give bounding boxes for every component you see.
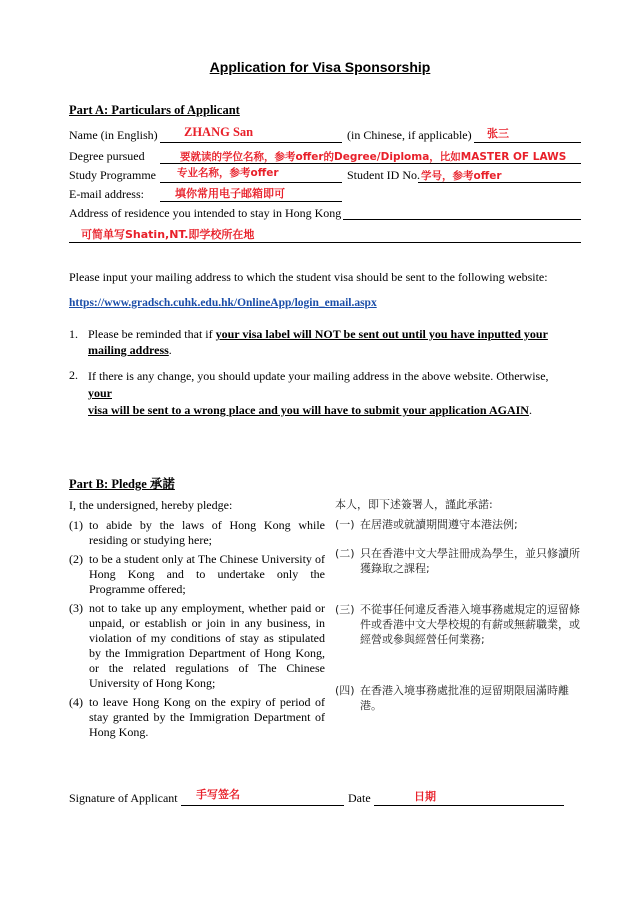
pledge-en-item <box>69 552 325 597</box>
address-line-1 <box>343 219 581 220</box>
programme-field-line <box>160 182 342 183</box>
date-value[interactable]: 日期 <box>414 790 436 803</box>
pledge-zh-num: (一) <box>335 518 355 531</box>
programme-label: Study Programme <box>69 168 156 182</box>
part-a-heading: Part A: Particulars of Applicant <box>69 103 240 117</box>
student-id-value[interactable]: 学号，参考offer <box>421 170 502 182</box>
pledge-zh-item-1 <box>335 517 580 532</box>
email-value[interactable]: 填你常用电子邮箱即可 <box>175 187 285 200</box>
signature-line <box>181 805 344 806</box>
pledge-zh-num: (四) <box>335 684 355 697</box>
note-2-emphasis: visa will be sent to a wrong place and you will have to submit your application AGAIN <box>88 403 529 417</box>
chinese-name-value[interactable]: 张三 <box>487 127 509 140</box>
mailing-url-link[interactable]: https://www.gradsch.cuhk.edu.hk/OnlineApp/login_email.aspx <box>69 297 377 309</box>
note-2-period: . <box>528 403 532 417</box>
pledge-zh-item-2 <box>335 546 580 576</box>
address-value[interactable]: 可简单写Shatin,NT.即学校所在地 <box>81 228 255 241</box>
pledge-en-num: (2) <box>69 552 83 566</box>
pledge-en-num: (1) <box>69 518 83 532</box>
chinese-name-line <box>474 142 581 143</box>
pledge-en-item <box>69 601 325 691</box>
pledge-zh-text: 在居港或就讀期間遵守本港法例; <box>360 518 518 531</box>
pledge-zh-text: 不從事任何違反香港入境事務處規定的逗留條件或香港中文大學校規的有薪或無薪職業，或經營或參與經營任何業務; <box>360 603 580 646</box>
name-field-line <box>160 142 342 143</box>
pledge-english-column <box>69 498 325 740</box>
pledge-en-text: not to take up any employment, whether paid or unpaid, or establish or join in any business, in violation of my conditions of stay as stipulated by the Immigration Department of Hong Kong, or the related regulations of The Chinese University of Hong Kong; <box>89 601 325 690</box>
programme-value[interactable]: 专业名称，参考offer <box>177 167 279 179</box>
note-2-emphasis-start: your <box>88 386 112 400</box>
student-id-label: Student ID No. <box>347 168 420 182</box>
pledge-zh-intro: 本人，即下述簽署人，謹此承諾: <box>335 498 493 511</box>
part-b-heading: Part B: Pledge 承諾 <box>69 477 175 491</box>
pledge-en-num: (4) <box>69 695 83 709</box>
signature-value[interactable]: 手写签名 <box>196 788 240 801</box>
pledge-en-num: (3) <box>69 601 83 615</box>
pledge-en-text: to leave Hong Kong on the expiry of period of stay granted by the Immigration Department of Hong Kong. <box>89 695 325 739</box>
name-value[interactable]: ZHANG San <box>184 125 254 139</box>
note-1-emphasis: your visa label will NOT be sent out until you have inputted your <box>215 327 548 341</box>
pledge-zh-item-3 <box>335 602 580 647</box>
chinese-name-label: (in Chinese, if applicable) <box>347 128 472 142</box>
address-line-2 <box>69 242 581 243</box>
pledge-zh-text: 只在香港中文大學註冊成為學生，並只修讀所獲錄取之課程; <box>360 547 580 575</box>
email-label: E-mail address: <box>69 187 144 201</box>
note-1-number: 1. <box>69 327 78 341</box>
pledge-en-item <box>69 518 325 548</box>
mailing-intro: Please input your mailing address to which the student visa should be sent to the following website: <box>69 270 548 284</box>
note-1-text-a: Please be reminded that if <box>88 327 216 341</box>
note-1-period: . <box>168 342 172 357</box>
signature-label: Signature of Applicant <box>69 791 178 805</box>
email-field-line <box>160 201 342 202</box>
note-2-text-a: If there is any change, you should update your mailing address in the above website. Otherwise, <box>88 369 549 383</box>
name-label: Name (in English) <box>69 128 158 142</box>
address-label: Address of residence you intended to stay in Hong Kong <box>69 206 342 220</box>
pledge-en-item <box>69 695 325 740</box>
pledge-zh-num: (二) <box>335 547 355 560</box>
pledge-zh-item-4 <box>335 683 580 713</box>
degree-value[interactable]: 要就读的学位名称，参考offer的Degree/Diploma，比如MASTER OF LAWS <box>180 151 567 163</box>
date-line <box>374 805 564 806</box>
pledge-en-text: to abide by the laws of Hong Kong while residing or studying here; <box>89 518 325 547</box>
note-2-number: 2. <box>69 368 78 382</box>
degree-label: Degree pursued <box>69 149 145 163</box>
pledge-en-text: to be a student only at The Chinese University of Hong Kong and to undertake only the Programme offered; <box>89 552 325 596</box>
date-label: Date <box>348 791 371 805</box>
pledge-zh-text: 在香港入境事務處批准的逗留期限屆滿時離港。 <box>360 684 569 712</box>
pledge-zh-num: (三) <box>335 603 355 616</box>
document-title: Application for Visa Sponsorship <box>209 59 431 75</box>
pledge-en-intro: I, the undersigned, hereby pledge: <box>69 498 233 512</box>
note-1-emphasis-end: mailing address <box>88 342 169 357</box>
